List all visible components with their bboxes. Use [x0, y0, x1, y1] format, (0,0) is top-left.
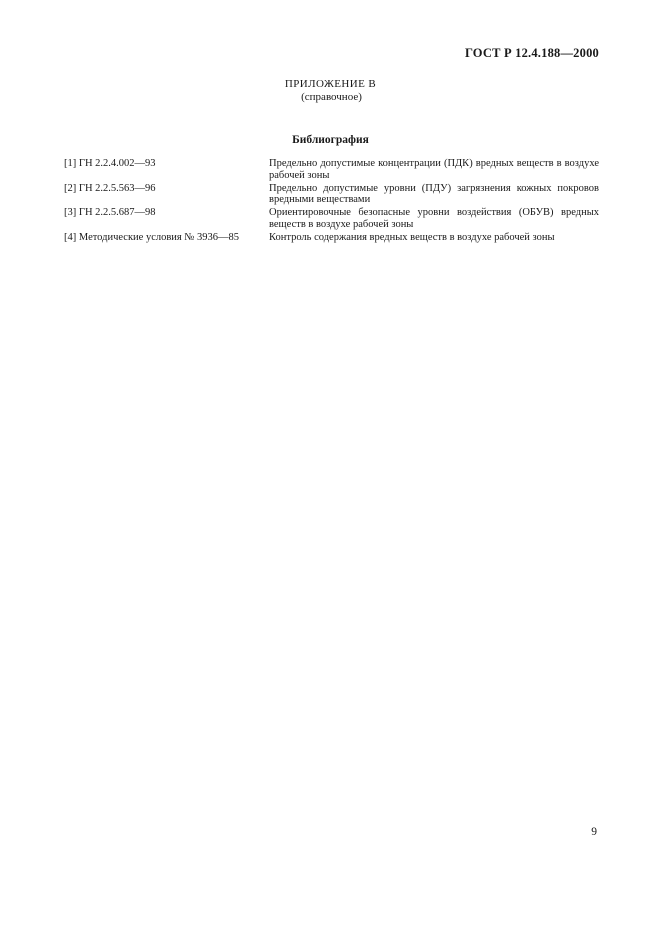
- document-code: ГОСТ Р 12.4.188—2000: [464, 46, 599, 60]
- bibliography-desc: Предельно допустимые концентрации (ПДК) вредных веществ в воздухе рабочей зоны: [269, 158, 599, 181]
- bibliography-ref: [1] ГН 2.2.4.002—93: [64, 158, 156, 169]
- bibliography-list: [64, 158, 599, 245]
- bibliography-item: [64, 158, 599, 181]
- bibliography-ref: [2] ГН 2.2.5.563—96: [64, 182, 156, 194]
- bibliography-desc: Предельно допустимые уровни (ПДУ) загрязнения кожных покровов вредными веществами: [269, 182, 599, 205]
- appendix-subtitle: (справочное): [301, 91, 362, 103]
- bibliography-desc: Ориентировочные безопасные уровни воздействия (ОБУВ) вредных веществ в воздухе рабочей зоны: [269, 207, 599, 230]
- bibliography-desc: Контроль содержания вредных веществ в воздухе рабочей зоны: [269, 231, 555, 243]
- appendix-title: ПРИЛОЖЕНИЕ В: [284, 78, 377, 90]
- bibliography-item: [64, 183, 599, 206]
- bibliography-ref: [3] ГН 2.2.5.687—98: [64, 207, 156, 218]
- bibliography-item: [64, 207, 599, 230]
- appendix-heading: [0, 78, 661, 104]
- bibliography-title: Библиография: [292, 134, 369, 146]
- bibliography-ref: [4] Методические условия № 3936—85: [64, 231, 240, 243]
- bibliography-item: [64, 232, 599, 244]
- page-number: 9: [591, 826, 597, 838]
